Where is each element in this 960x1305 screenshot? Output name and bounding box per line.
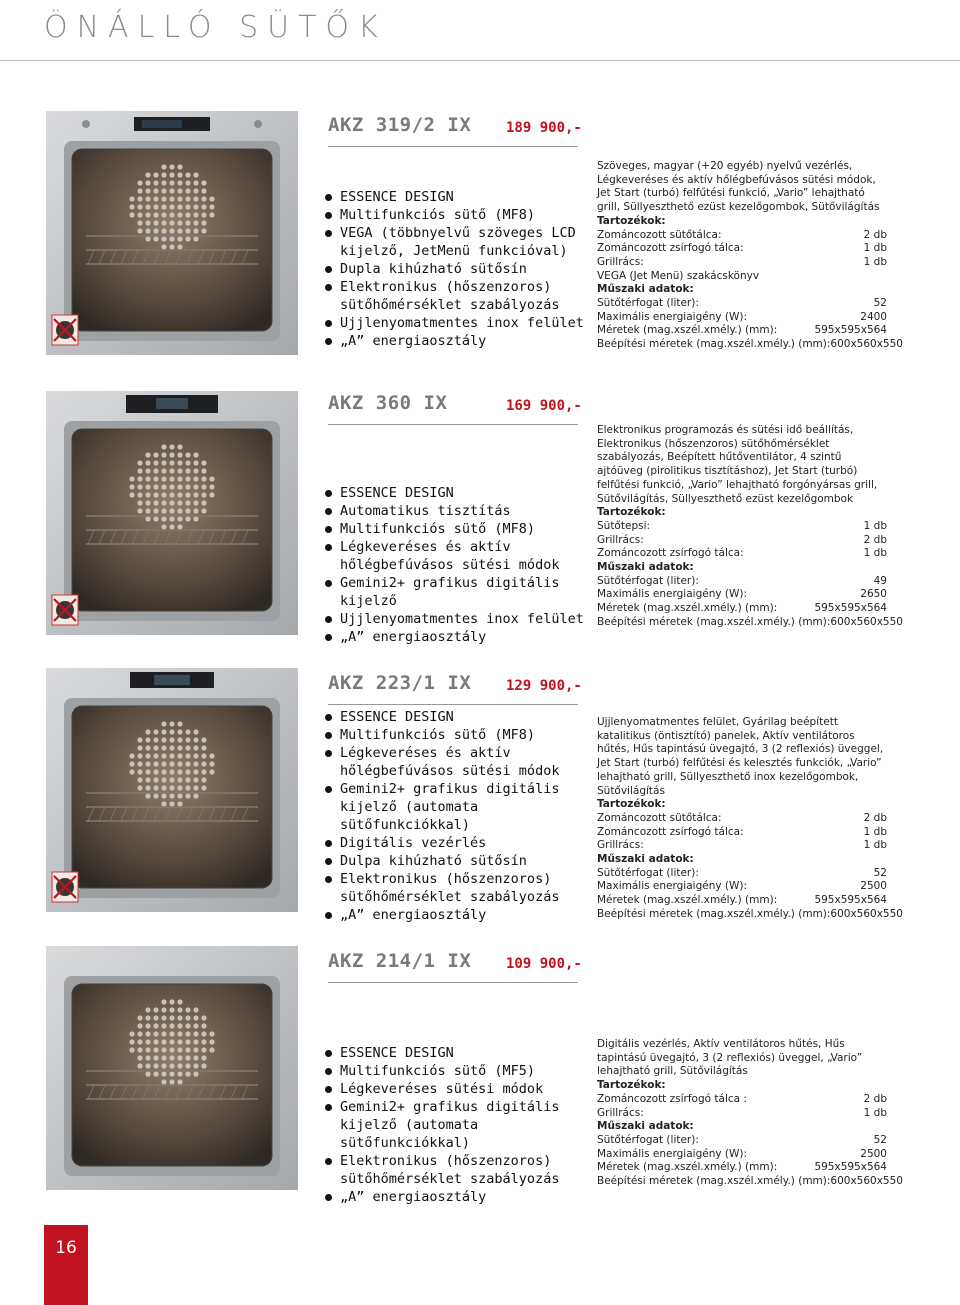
- product-price: 189 900,-: [506, 120, 582, 136]
- tech-value: 595x595x564: [814, 894, 887, 907]
- tech-label: Maximális energiaigény (W):: [597, 588, 748, 601]
- tech-title: Műszaki adatok:: [597, 853, 694, 866]
- tech-value: 595x595x564: [814, 324, 887, 337]
- accessories-title: Tartozékok:: [597, 1079, 666, 1092]
- tech-label: Méretek (mag.xszél.xmély.) (mm):: [597, 894, 778, 907]
- accessory-row: [597, 242, 887, 256]
- tech-label: Beépítési méretek (mag.xszél.xmély.) (mm):: [597, 615, 831, 628]
- accessory-value: 2 db: [863, 811, 887, 824]
- tech-label: Maximális energiaigény (W):: [597, 880, 748, 893]
- tech-row: [597, 615, 903, 630]
- tech-row: [597, 867, 887, 881]
- accessory-label: Grillrács:: [597, 839, 644, 852]
- accessories-title: Tartozékok:: [597, 506, 666, 519]
- tech-label: Beépítési méretek (mag.xszél.xmély.) (mm):: [597, 338, 831, 351]
- tech-label: Beépítési méretek (mag.xszél.xmély.) (mm):: [597, 907, 831, 920]
- product-description: Elektronikus programozás és sütési idő beállítás, Elektronikus (hőszenzoros) sütőhőmérséklet szabályozás, Beépített hűtőventilátor, 4 szintű ajtóüveg (pirolitikus tisztításhoz), Jet Start (turbó) felfűtési funkció, „Vario” lehajtható forgónyársas grill, Sütővilágítás, Süllyeszthető ezüst kezelőgombok: [597, 424, 878, 505]
- tech-label: Méretek (mag.xszél.xmély.) (mm):: [597, 602, 778, 615]
- oven-photo: [46, 946, 298, 1190]
- feature-item: Multifunkciós sütő (MF8): [324, 726, 586, 744]
- accessories-title: Tartozékok:: [597, 798, 666, 811]
- tech-label: Sütőtérfogat (liter):: [597, 866, 699, 879]
- tech-value: 600x560x550: [830, 907, 903, 920]
- accessory-value: 1 db: [863, 255, 887, 268]
- feature-item: Gemini2+ grafikus digitális kijelző (automata sütőfunkciókkal): [324, 780, 586, 834]
- feature-item: „A” energiaosztály: [324, 906, 586, 924]
- product-model: AKZ 214/1 IX: [328, 950, 472, 972]
- accessory-label: VEGA (Jet Menü) szakácskönyv: [597, 269, 760, 282]
- accessory-label: Zománcozott sütőtálca:: [597, 811, 722, 824]
- product-price: 129 900,-: [506, 678, 582, 694]
- oven-image: [46, 111, 298, 355]
- accessory-value: 1 db: [863, 1106, 887, 1119]
- tech-label: Sütőtérfogat (liter):: [597, 574, 699, 587]
- oven-photo: [46, 391, 298, 635]
- tech-row: [597, 324, 887, 338]
- accessory-row: [597, 256, 887, 270]
- oven-photo: [46, 668, 298, 912]
- tech-row: [597, 338, 903, 352]
- feature-item: Elektronikus (hőszenzoros) sütőhőmérséklet szabályozás: [324, 1152, 586, 1188]
- tech-label: Beépítési méretek (mag.xszél.xmély.) (mm):: [597, 1175, 831, 1188]
- tech-value: 595x595x564: [814, 1161, 887, 1174]
- tech-value: 2650: [860, 588, 887, 601]
- tech-value: 2400: [860, 310, 887, 323]
- tech-value: 52: [873, 297, 887, 310]
- feature-item: Automatikus tisztítás: [324, 502, 586, 520]
- accessory-label: Grillrács:: [597, 1106, 644, 1119]
- feature-item: „A” energiaosztály: [324, 1188, 586, 1206]
- tech-label: Méretek (mag.xszél.xmély.) (mm):: [597, 1161, 778, 1174]
- tech-value: 52: [873, 1133, 887, 1146]
- feature-item: Digitális vezérlés: [324, 834, 586, 852]
- spec-block: [597, 160, 903, 352]
- feature-item: Ujjlenyomatmentes inox felület: [324, 610, 586, 628]
- page-title: ÖNÁLLÓ SÜTŐK: [44, 10, 387, 45]
- tech-row: [597, 311, 887, 325]
- tech-row: [597, 880, 887, 894]
- accessory-row: [597, 270, 887, 284]
- feature-item: „A” energiaosztály: [324, 332, 586, 350]
- tech-label: Sütőtérfogat (liter):: [597, 297, 699, 310]
- tech-row: [597, 1148, 887, 1162]
- feature-item: Elektronikus (hőszenzoros) sütőhőmérséklet szabályozás: [324, 870, 586, 906]
- accessory-row: [597, 547, 887, 561]
- accessory-row: [597, 534, 887, 548]
- accessory-value: 1 db: [863, 547, 887, 560]
- accessory-row: [597, 520, 887, 534]
- spec-block: [597, 1038, 903, 1189]
- accessory-row: [597, 812, 887, 826]
- accessory-label: Zománcozott sütőtálca:: [597, 228, 722, 241]
- tech-value: 2500: [860, 880, 887, 893]
- product-description: Ujjlenyomatmentes felület, Gyárilag beépített katalitikus (öntisztító) panelek, Aktív ventilátoros hűtés, Hűs tapintású üvegajtó, 3 (2 reflexiós) üveggel, Jet Start (turbó) felfűtési és kelesztés funkciók, „Vario” lehajtható grill, Süllyeszthető inox kezelőgombok, Sütővilágítás: [597, 716, 884, 797]
- feature-list: [324, 708, 586, 924]
- product-price: 169 900,-: [506, 398, 582, 414]
- accessory-value: 1 db: [863, 839, 887, 852]
- feature-item: ESSENCE DESIGN: [324, 708, 586, 726]
- feature-list: [324, 1044, 586, 1206]
- accessory-row: [597, 826, 887, 840]
- accessories-title: Tartozékok:: [597, 214, 666, 227]
- oven-image: [46, 391, 298, 635]
- tech-title: Műszaki adatok:: [597, 283, 694, 296]
- spec-block: [597, 716, 903, 922]
- accessory-row: [597, 1107, 887, 1121]
- feature-item: Ujjlenyomatmentes inox felület: [324, 314, 586, 332]
- feature-item: Gemini2+ grafikus digitális kijelző: [324, 574, 586, 610]
- product-price: 109 900,-: [506, 956, 582, 972]
- feature-item: VEGA (többnyelvű szöveges LCD kijelző, JetMenü funkcióval): [324, 224, 586, 260]
- feature-list: [324, 484, 586, 646]
- tech-value: 52: [873, 866, 887, 879]
- tech-row: [597, 1175, 903, 1189]
- accessory-value: 1 db: [863, 825, 887, 838]
- oven-image: [46, 668, 298, 912]
- title-divider: [0, 60, 960, 61]
- tech-row: [597, 907, 903, 922]
- feature-item: ESSENCE DESIGN: [324, 1044, 586, 1062]
- product-model: AKZ 360 IX: [328, 392, 448, 414]
- feature-list: [324, 188, 586, 350]
- tech-row: [597, 894, 887, 908]
- tech-label: Sütőtérfogat (liter):: [597, 1133, 699, 1146]
- product-description: Szöveges, magyar (+20 egyéb) nyelvű vezérlés, Légkeveréses és aktív hőlégbefúvásos sütési módok, Jet Start (turbó) felfűtési funkció, „Vario” lehajtható grill, Süllyeszthető ezüst kezelőgombok, Sütővilágítás: [597, 160, 880, 214]
- feature-item: Dupla kihúzható sütősín: [324, 260, 586, 278]
- page-number: 16: [55, 1238, 77, 1258]
- page-number-box: [44, 1225, 88, 1305]
- accessory-label: Grillrács:: [597, 533, 644, 546]
- product-header: [328, 670, 582, 705]
- tech-value: 2500: [860, 1147, 887, 1160]
- accessory-value: 1 db: [863, 519, 887, 532]
- accessory-value: 2 db: [863, 533, 887, 546]
- accessory-label: Grillrács:: [597, 255, 644, 268]
- tech-value: 600x560x550: [830, 615, 903, 628]
- accessory-label: Zománcozott zsírfogó tálca :: [597, 1092, 747, 1105]
- accessory-value: 2 db: [863, 228, 887, 241]
- feature-item: Multifunkciós sütő (MF5): [324, 1062, 586, 1080]
- tech-label: Maximális energiaigény (W):: [597, 310, 748, 323]
- tech-row: [597, 1161, 887, 1175]
- tech-row: [597, 1134, 887, 1148]
- feature-item: Légkeveréses és aktív hőlégbefúvásos sütési módok: [324, 744, 586, 780]
- product-model: AKZ 223/1 IX: [328, 672, 472, 694]
- feature-item: Gemini2+ grafikus digitális kijelző (automata sütőfunkciókkal): [324, 1098, 586, 1152]
- accessory-label: Zománcozott zsírfogó tálca:: [597, 242, 744, 255]
- product-model: AKZ 319/2 IX: [328, 114, 472, 136]
- tech-label: Maximális energiaigény (W):: [597, 1147, 748, 1160]
- tech-row: [597, 297, 887, 311]
- tech-title: Műszaki adatok:: [597, 1120, 694, 1133]
- feature-item: ESSENCE DESIGN: [324, 188, 586, 206]
- tech-value: 49: [873, 574, 887, 587]
- accessory-label: Zománcozott zsírfogó tálca:: [597, 825, 744, 838]
- tech-value: 600x560x550: [830, 1175, 903, 1188]
- tech-row: [597, 602, 887, 616]
- tech-row: [597, 588, 887, 602]
- tech-title: Műszaki adatok:: [597, 561, 694, 574]
- tech-value: 595x595x564: [814, 602, 887, 615]
- feature-item: ESSENCE DESIGN: [324, 484, 586, 502]
- feature-item: „A” energiaosztály: [324, 628, 586, 646]
- tech-label: Méretek (mag.xszél.xmély.) (mm):: [597, 324, 778, 337]
- feature-item: Légkeveréses és aktív hőlégbefúvásos sütési módok: [324, 538, 586, 574]
- tech-value: 600x560x550: [830, 338, 903, 351]
- accessory-row: [597, 839, 887, 853]
- product-header: [328, 390, 582, 425]
- accessory-label: Sütőtepsi:: [597, 519, 651, 532]
- accessory-value: 2 db: [863, 1092, 887, 1105]
- oven-image: [46, 946, 298, 1190]
- feature-item: Multifunkciós sütő (MF8): [324, 206, 586, 224]
- accessory-row: [597, 229, 887, 243]
- feature-item: Dulpa kihúzható sütősín: [324, 852, 586, 870]
- accessory-label: Zománcozott zsírfogó tálca:: [597, 547, 744, 560]
- product-header: [328, 112, 582, 147]
- tech-row: [597, 575, 887, 589]
- oven-photo: [46, 111, 298, 355]
- accessory-value: 1 db: [863, 242, 887, 255]
- accessory-row: [597, 1093, 887, 1107]
- spec-block: [597, 424, 903, 630]
- feature-item: Multifunkciós sütő (MF8): [324, 520, 586, 538]
- feature-item: Légkeveréses sütési módok: [324, 1080, 586, 1098]
- product-description: Digitális vezérlés, Aktív ventilátoros hűtés, Hűs tapintású üvegajtó, 3 (2 reflexiós) üveggel, „Vario” lehajtható grill, Sütővilágítás: [597, 1038, 863, 1078]
- feature-item: Elektronikus (hőszenzoros) sütőhőmérséklet szabályozás: [324, 278, 586, 314]
- product-header: [328, 948, 582, 983]
